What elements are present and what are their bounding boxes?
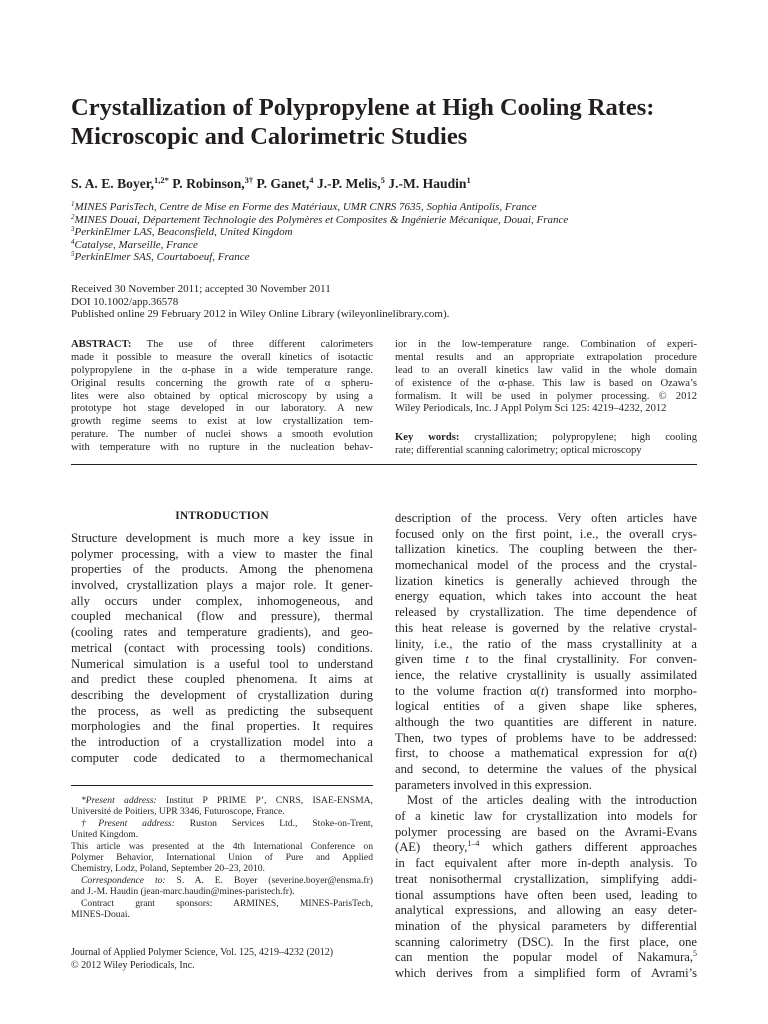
keywords-line: rate; differential scanning calorimetry; optical microscopy (395, 445, 642, 457)
affiliation-item (71, 214, 568, 227)
footnote-line: Université de Poitiers, UPR 3346, Futuroscope, France. (71, 806, 285, 818)
footnote-line: †Present address: Ruston Services Ltd., Stoke-on-Trent, (81, 817, 373, 829)
body-text-line: metrical (contact with processing tools) conditions. (71, 640, 373, 655)
body-text-line: and predict these coupled phenomena. It aims at (71, 672, 373, 687)
footnote-line: *Present address: Institut P PRIME P’, CNRS, ISAE-ENSMA, (81, 795, 373, 806)
title-line-2: Microscopic and Calorimetric Studies (71, 123, 468, 150)
footnote-line: and J.-M. Haudin (jean-marc.haudin@mines-paristech.fr). (71, 886, 295, 898)
abstract-line: perature. The number of nuclei shows a smooth evolution (71, 429, 373, 441)
body-text-line: can mention the popular model of Nakamura,$^5$ (395, 950, 697, 965)
body-text-line: and second, to determine the values of the physical (395, 762, 697, 776)
journal-citation (71, 947, 381, 972)
author-name: J.-P. Melis, (313, 176, 381, 191)
body-text-line: describing the development of crystallization during (71, 687, 373, 702)
body-text-line: Most of the articles dealing with the introduction (407, 793, 697, 808)
author-affiliation-marker: 3† (244, 175, 254, 185)
footnote-line: Contract grant sponsors: ARMINES, MINES-ParisTech, (81, 897, 373, 909)
body-text-line: logical entities of a given shape like spheres, (395, 699, 697, 714)
intro-right-column (395, 511, 697, 982)
body-text-line: computer code dedicated to a thermomechanical (71, 750, 373, 765)
abstract-line: Wiley Periodicals, Inc. J Appl Polym Sci 125: 4219–4232, 2012 (395, 403, 667, 415)
body-text-line: Structure development is much more a key issue in (71, 531, 373, 545)
keywords-label: Key words: (395, 432, 460, 444)
body-text-line: linity, i.e., the ratio of the mass crystallinity at a (395, 636, 697, 651)
body-text-line: given time t to the final crystallinity. For conven- (395, 652, 697, 667)
footnote-rule (71, 785, 373, 786)
footnote-line: United Kingdom. (71, 829, 139, 841)
affiliation-text: PerkinElmer LAS, Beaconsfield, United Kingdom (74, 226, 293, 238)
abstract-line: with temperature with no rupture in the nucleation behav- (71, 442, 373, 454)
body-text-line: polymer processing are based on the Avrami-Evans (395, 824, 697, 839)
body-text-line: energy equation, which takes into account the heat (395, 589, 697, 604)
abstract-line: Original results concerning the growth rate of α spheru- (71, 377, 373, 389)
abstract-line: of existence of the α-phase. This law is based on Ozawa’s (395, 377, 697, 389)
body-text-line: of a kinetic law for crystallization into models for (395, 809, 697, 824)
affiliation-marker: 3 (71, 225, 75, 233)
intro-left-column (71, 531, 373, 766)
author-name: P. Robinson, (168, 176, 245, 191)
body-text-line: which derives from a simplified form of Avrami’s (395, 965, 697, 980)
body-text-line: parameters involved in this expression. (395, 777, 592, 792)
footnote-line: Chemistry, Lodz, Poland, September 20–23, 2010. (71, 863, 265, 875)
footnotes (71, 795, 373, 920)
body-text-line: Numerical simulation is a useful tool to understand (71, 656, 373, 671)
body-text-line: momechanical model of the process and the crystal- (395, 558, 697, 573)
abstract-line: made it possible to measure the overall kinetics of isotactic (71, 351, 373, 363)
journal-reference: Journal of Applied Polymer Science, Vol. 125, 4219–4232 (2012) (71, 947, 334, 958)
body-text-line: tallization kinetics. The coupling between the ther- (395, 542, 697, 557)
abstract-line: ior in the low-temperature range. Combination of experi- (395, 339, 697, 350)
footnote-line: This article was presented at the 4th International Conference on (71, 840, 373, 852)
footnote-line: Polymer Behavior, International Union of Pure and Applied (71, 851, 373, 863)
body-text-line: analytical expressions, and allowing an easy deter- (395, 903, 697, 918)
author-name: P. Ganet, (253, 176, 310, 191)
keywords (395, 432, 697, 458)
keywords-line: Key words: crystallization; polypropylene; high cooling (395, 432, 697, 444)
affiliation-item (71, 251, 568, 264)
abstract-right (395, 339, 697, 458)
abstract-line: mental results and an appropriate extrapolation procedure (395, 351, 697, 363)
author-affiliation-marker: 5 (380, 175, 385, 185)
body-text-line: ience, the relative crystallinity is usually assimilated (395, 667, 697, 682)
body-text-line: in fact equivalent after more in-depth analysis. To (395, 856, 697, 871)
body-text-line: the process, as well as predicting the subsequent (71, 703, 373, 718)
section-divider (71, 464, 697, 465)
body-text-line: scanning calorimetry (DSC). In the first place, one (395, 934, 697, 949)
affiliation-marker: 5 (71, 250, 75, 258)
body-text-line: treat nonisothermal crystallization, simplifying addi- (395, 871, 697, 886)
body-text-line: tional assumptions have often been used, leading to (395, 887, 697, 902)
footnote-line: MINES-Douai. (71, 908, 130, 920)
doi[interactable]: DOI 10.1002/app.36578 (71, 295, 179, 308)
body-text-line: morphologies and the final properties. It requires (71, 719, 373, 734)
affiliation-text: MINES ParisTech, Centre de Mise en Forme des Matériaux, UMR CNRS 7635, Sophia Antipolis, France (74, 201, 537, 213)
section-heading-introduction: INTRODUCTION (175, 510, 269, 522)
abstract-left (71, 339, 373, 455)
affiliation-item (71, 239, 568, 252)
title-line-1: Crystallization of Polypropylene at High Cooling Rates: (71, 94, 655, 121)
affiliation-text: MINES Douai, Département Technologie des Polymères et Composites & Ingénierie Mécanique, Douai, France (74, 213, 569, 226)
body-text-line: released by crystallization. The time dependence of (395, 605, 697, 620)
author-name: S. A. E. Boyer, (71, 176, 154, 191)
footnote-line: Correspondence to: S. A. E. Boyer (severine.boyer@ensma.fr) (81, 874, 373, 886)
body-text-line: polymer processing, with a view to master the final (71, 546, 373, 561)
author-name: J.-M. Haudin (384, 176, 467, 191)
article-title (71, 93, 711, 151)
publication-dates (71, 283, 449, 321)
body-text-line: the introduction of a crystallization model into a (71, 734, 373, 749)
abstract-line: polypropylene in the α-phase in a wide temperature range. (71, 364, 373, 376)
body-text-line: first, to choose a mathematical expression for α(t) (395, 746, 697, 761)
affiliation-text: PerkinElmer SAS, Courtaboeuf, France (74, 251, 250, 263)
body-text-line: description of the process. Very often articles have (395, 511, 697, 525)
body-text-line: although the two quantities are different in nature. (395, 714, 697, 729)
author-affiliation-marker: 1,2* (153, 175, 169, 185)
body-text-line: (AE) theory,$^{1-4}$ which gathers different approaches (395, 840, 697, 855)
abstract-line: formalism. It will be used in polymer processing. © 2012 (395, 390, 697, 402)
body-text-line: Then, two types of problems have to be addressed: (395, 730, 697, 745)
received-date: Received 30 November 2011; accepted 30 November 2011 (71, 283, 331, 295)
body-text-line: coupled mechanical (flow and pressure), thermal (71, 609, 373, 624)
abstract-line: lites were also obtained by optical microscopy by using a (71, 390, 373, 402)
published-online: Published online 29 February 2012 in Wiley Online Library (wileyonlinelibrary.com). (71, 308, 450, 320)
affiliation-item (71, 226, 568, 239)
body-text-line: (cooling rates and temperature gradients), and geo- (71, 625, 373, 640)
abstract-line: prototype hot stage developed in our laboratory. A new (71, 403, 373, 415)
affiliation-marker: 4 (71, 237, 75, 246)
body-text-line: ally occurs under complex, inhomogeneous, and (71, 593, 373, 608)
author-affiliation-marker: 4 (309, 175, 314, 185)
abstract-line: growth regime seems to exist at low crystallization tem- (71, 416, 373, 428)
copyright: © 2012 Wiley Periodicals, Inc. (71, 959, 195, 971)
abstract-line: ABSTRACT: The use of three different calorimeters (71, 339, 373, 350)
body-text-line: to the volume fraction α(t) transformed into morpho- (395, 683, 697, 698)
body-text-line: mination of the physical parameters by differential (395, 918, 697, 933)
affiliation-marker: 1 (71, 200, 75, 208)
author-list (71, 176, 471, 192)
body-text-line: this heat release is governed by the relative crystal- (395, 620, 697, 635)
abstract-line: lead to an overall kinetics law valid in the whole domain (395, 364, 697, 376)
body-text-line: focused only on the first point, i.e., the overall crys- (395, 526, 697, 541)
abstract-label: ABSTRACT: (71, 339, 132, 350)
affiliation-text: Catalyse, Marseille, France (74, 238, 198, 251)
body-text-line: lization kinetics is generally achieved through the (395, 573, 697, 588)
abstract-continued (395, 339, 697, 416)
body-text-line: properties of the products. Among the phenomena (71, 562, 373, 577)
affiliation-item (71, 201, 568, 214)
affiliation-marker: 2 (71, 212, 75, 221)
body-text-line: involved, crystallization plays a major role. It gener- (71, 578, 373, 593)
author-affiliation-marker: 1 (466, 175, 471, 185)
affiliations (71, 201, 568, 264)
